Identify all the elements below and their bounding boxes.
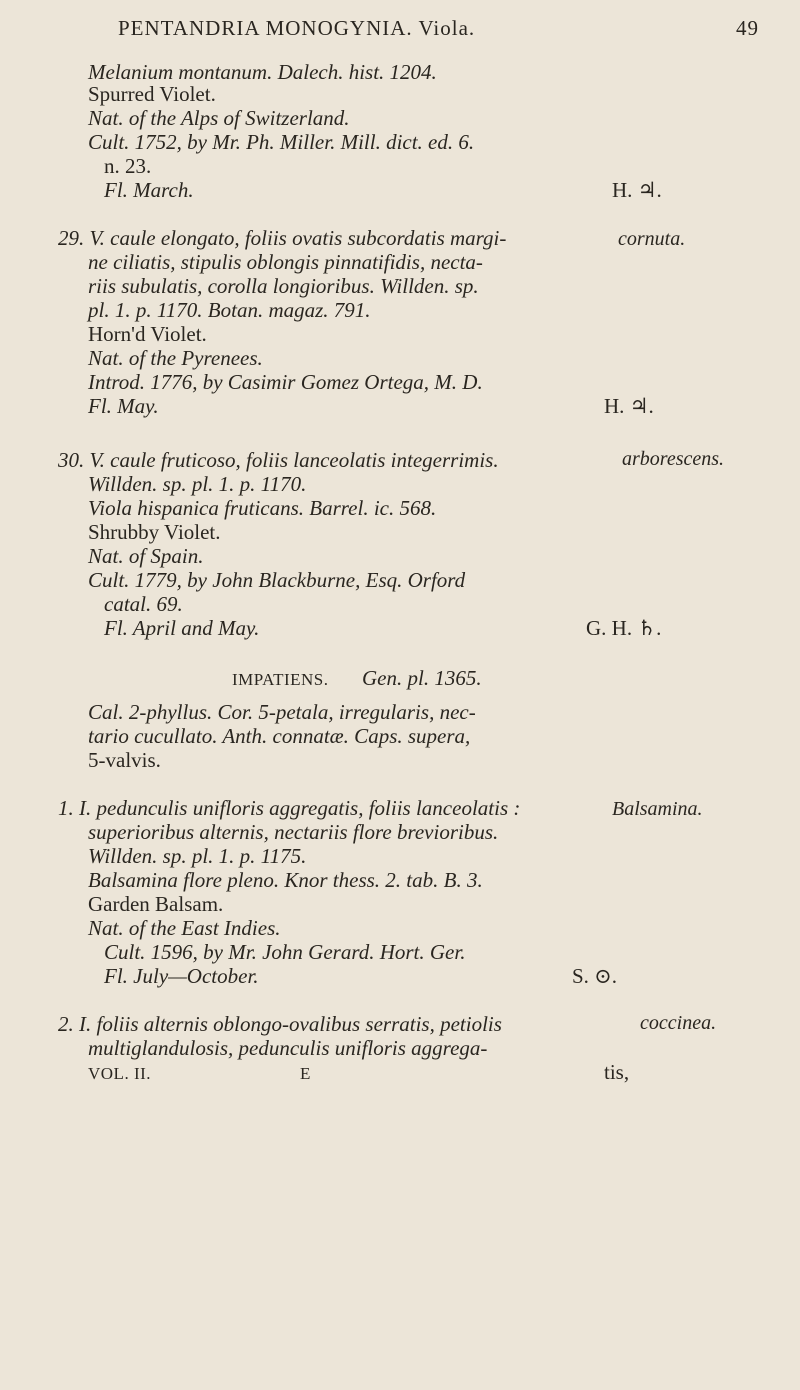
entry-line: Cult. 1752, by Mr. Ph. Miller. Mill. dict. ed. 6. (88, 130, 475, 154)
species-margin-name: Balsamina. (612, 798, 703, 820)
entry-line: catal. 69. (104, 592, 183, 616)
entry-line: n. 23. (104, 154, 152, 178)
catchword: tis, (604, 1060, 630, 1084)
sheet-signature: E (300, 1064, 311, 1083)
entry-line: pl. 1. p. 1170. Botan. magaz. 791. (88, 298, 371, 322)
entry-line: Nat. of the East Indies. (88, 916, 281, 940)
entry-line: H. ♃. (612, 178, 662, 202)
entry-line: Cult. 1779, by John Blackburne, Esq. Orford (88, 568, 466, 592)
entry-line: Spurred Violet. (88, 82, 216, 106)
entry-line: Nat. of the Alps of Switzerland. (88, 106, 350, 130)
entry-line: Horn'd Violet. (88, 322, 207, 346)
running-title: PENTANDRIA MONOGYNIA. Viola. (118, 16, 476, 40)
entry-line: superioribus alternis, nectariis flore brevioribus. (88, 820, 499, 844)
entry-line: Fl. March. (104, 178, 194, 202)
entry-line: Introd. 1776, by Casimir Gomez Ortega, M. D. (88, 370, 483, 394)
running-head (0, 16, 800, 50)
entry-line: riis subulatis, corolla longioribus. Willden. sp. (88, 274, 479, 298)
entry-line: 2. I. foliis alternis oblongo-ovalibus serratis, petiolis (58, 1012, 502, 1036)
entry-line: Willden. sp. pl. 1. p. 1170. (88, 472, 307, 496)
genus-character: tario cucullato. Anth. connatæ. Caps. supera, (88, 724, 471, 748)
volume-signature: VOL. II. (88, 1064, 152, 1083)
entry-line: Cult. 1596, by Mr. John Gerard. Hort. Ger. (104, 940, 466, 964)
genus-character: Cal. 2-phyllus. Cor. 5-petala, irregularis, nec- (88, 700, 476, 724)
entry-line: Shrubby Violet. (88, 520, 221, 544)
entry-line: 30. V. caule fruticoso, foliis lanceolatis integerrimis. (58, 448, 499, 472)
entry-line: Fl. May. (88, 394, 159, 418)
genus-character: 5-valvis. (88, 748, 161, 772)
genus-reference: Gen. pl. 1365. (362, 666, 482, 690)
entry-line: Viola hispanica fruticans. Barrel. ic. 568. (88, 496, 437, 520)
entry-line: S. ⊙. (572, 964, 618, 988)
species-margin-name: coccinea. (640, 1012, 717, 1034)
entry-line: Nat. of the Pyrenees. (88, 346, 263, 370)
species-margin-name: cornuta. (618, 228, 686, 250)
entry-line: H. ♃. (604, 394, 654, 418)
entry-line: Fl. July—October. (104, 964, 259, 988)
entry-line: Willden. sp. pl. 1. p. 1175. (88, 844, 307, 868)
species-margin-name: arborescens. (622, 448, 725, 470)
entry-line: Nat. of Spain. (88, 544, 204, 568)
entry-line: Melanium montanum. Dalech. hist. 1204. (88, 60, 437, 84)
page-number: 49 (736, 16, 759, 40)
entry-line: Balsamina flore pleno. Knor thess. 2. tab. B. 3. (88, 868, 483, 892)
entry-line: 29. V. caule elongato, foliis ovatis subcordatis margi- (58, 226, 507, 250)
entry-line: 1. I. pedunculis unifloris aggregatis, foliis lanceolatis : (58, 796, 521, 820)
entry-line: ne ciliatis, stipulis oblongis pinnatifidis, necta- (88, 250, 483, 274)
entry-line: Fl. April and May. (104, 616, 260, 640)
entry-line: G. H. ♄. (586, 616, 662, 640)
genus-title: IMPATIENS. (232, 670, 329, 689)
entry-line: multiglandulosis, pedunculis unifloris aggrega- (88, 1036, 488, 1060)
entry-line: Garden Balsam. (88, 892, 224, 916)
